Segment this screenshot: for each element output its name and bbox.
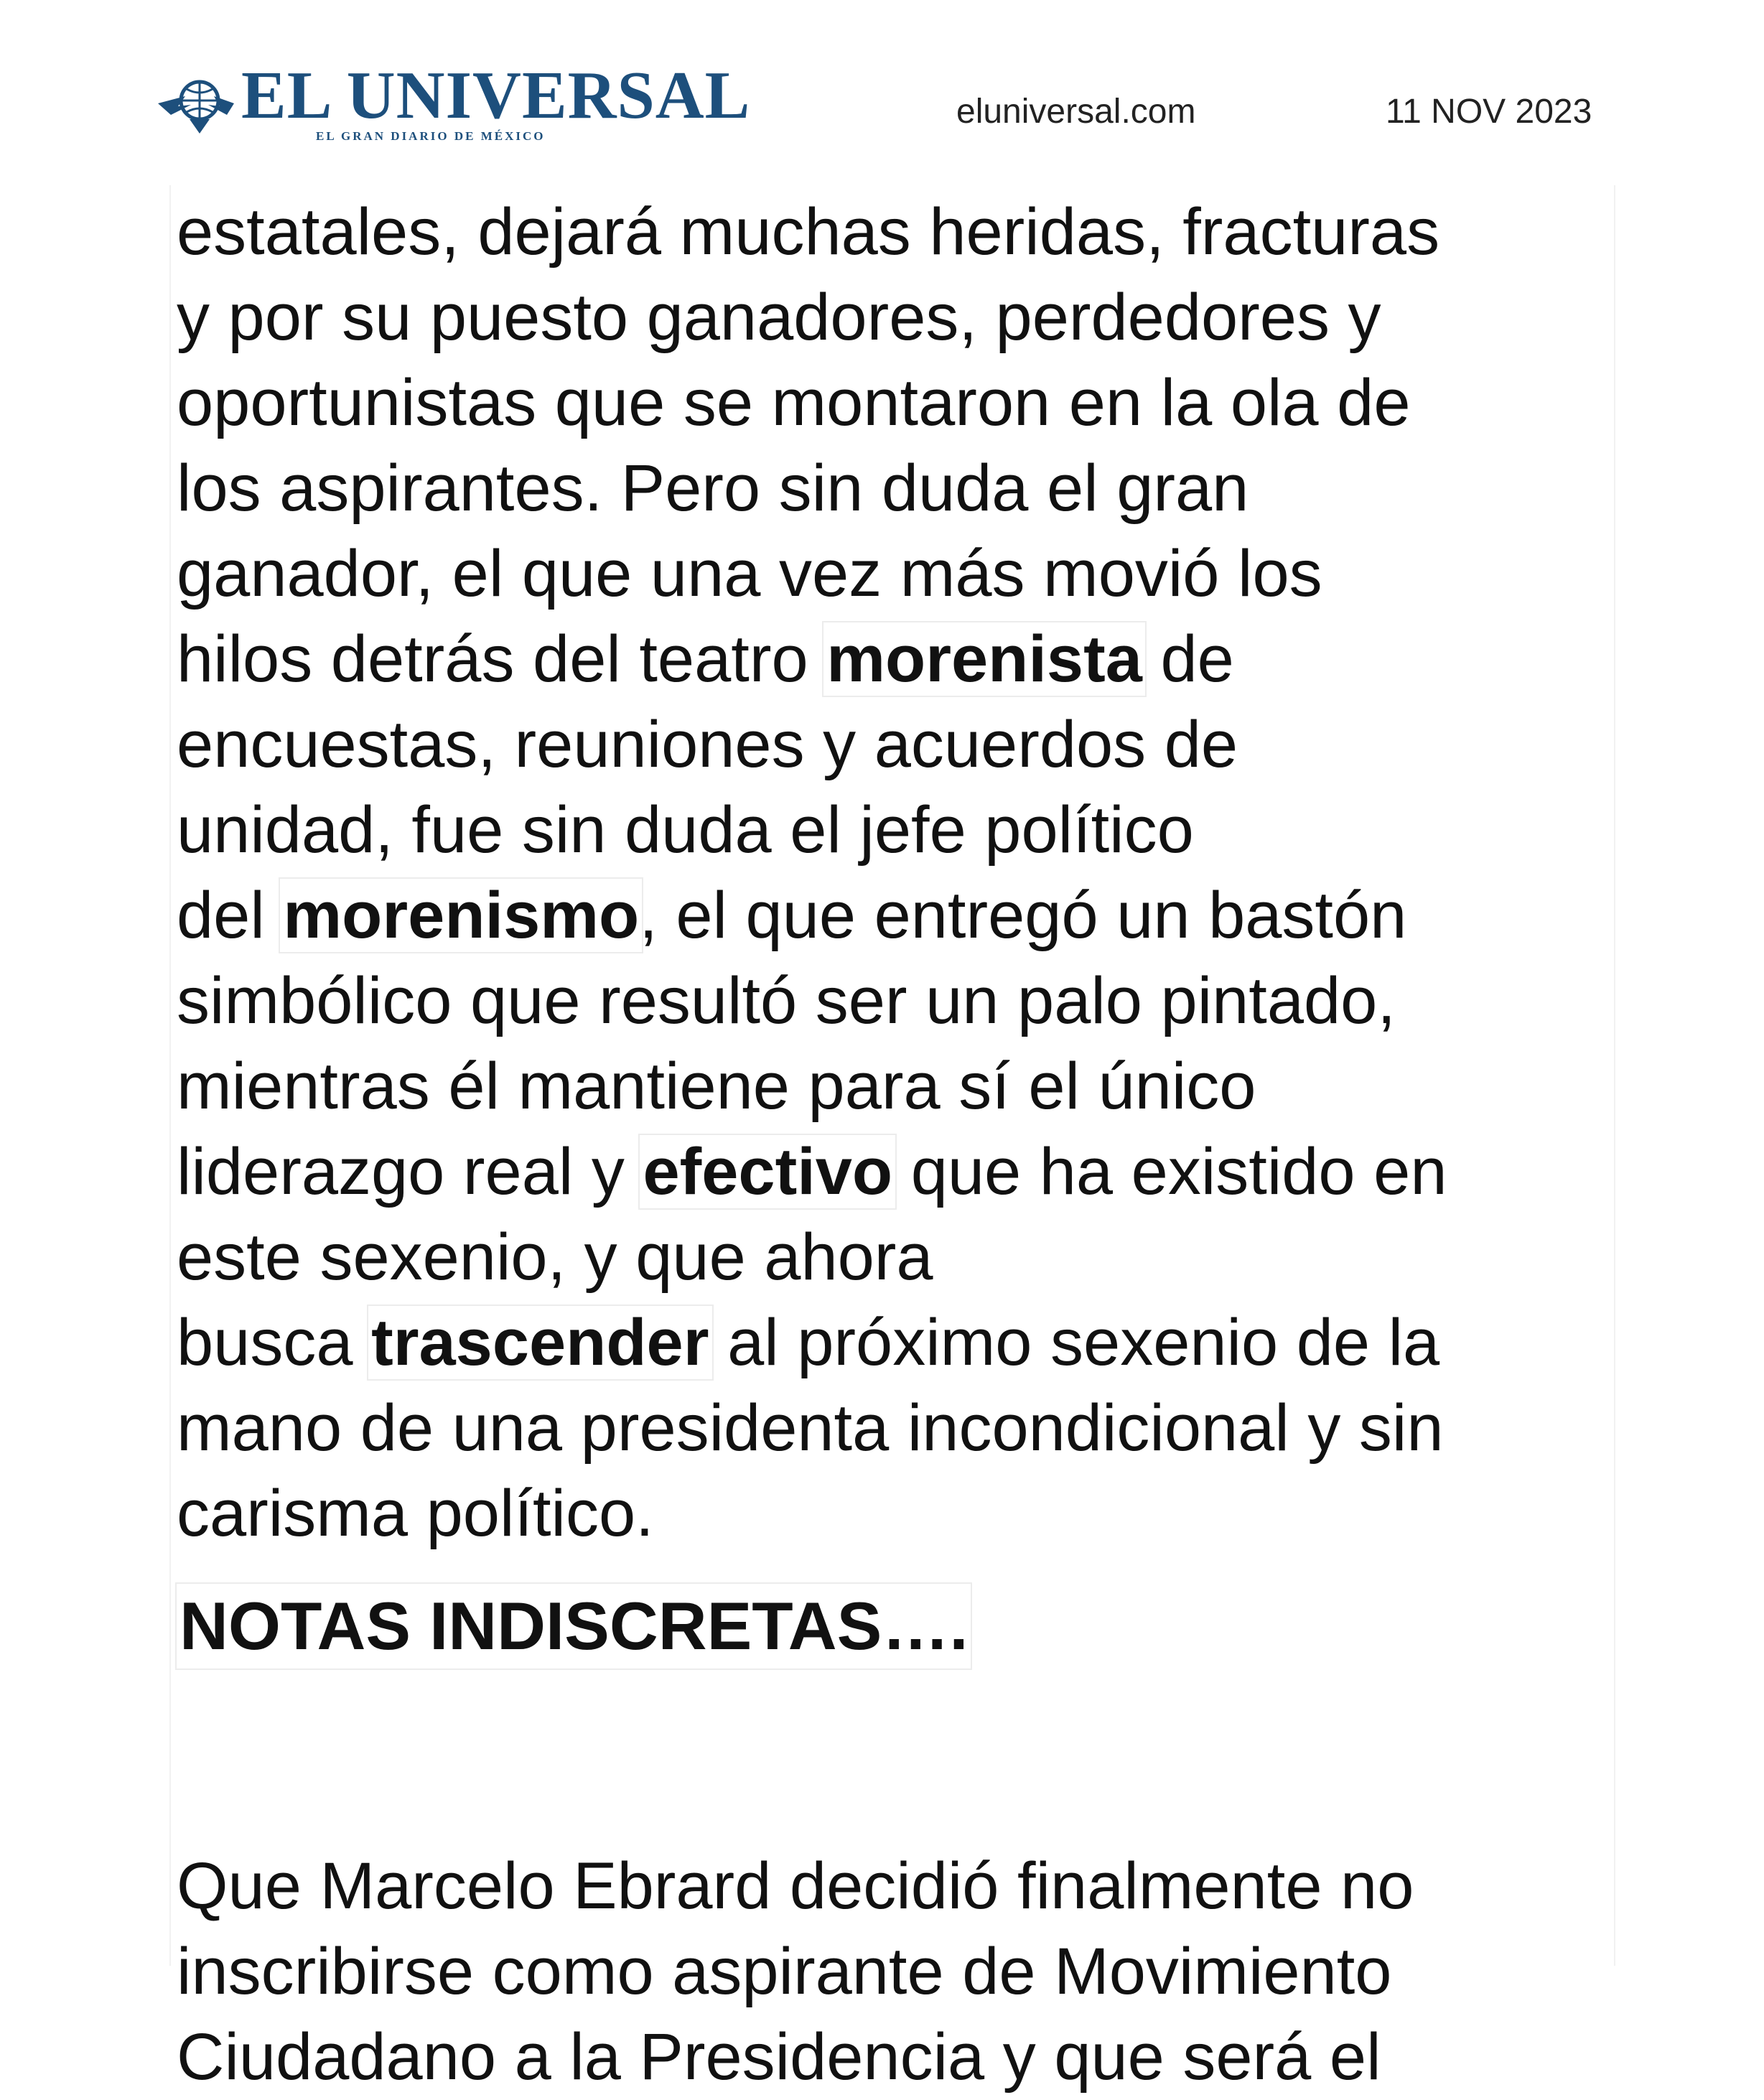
text-line: [177, 873, 1613, 958]
keyword-link-trascender[interactable]: trascender: [367, 1305, 713, 1381]
eagle-globe-emblem-icon: [157, 72, 235, 136]
text-line: estatales, dejará muchas heridas, fracturas: [177, 195, 1440, 269]
text-segment: busca: [177, 1306, 372, 1379]
keyword-link-morenismo[interactable]: morenismo: [279, 877, 643, 953]
text-line: los aspirantes. Pero sin duda el gran: [177, 452, 1249, 525]
text-line: unidad, fue sin duda el jefe político: [177, 793, 1194, 867]
keyword-link-morenista[interactable]: morenista: [822, 621, 1147, 697]
keyword-link-efectivo[interactable]: efectivo: [638, 1134, 897, 1210]
text-line: [177, 1300, 1613, 1386]
text-segment: del: [177, 879, 284, 952]
text-segment: que ha existido en: [892, 1135, 1447, 1208]
text-line: y por su puesto ganadores, perdedores y: [177, 281, 1381, 354]
text-line: este sexenio, y que ahora: [177, 1221, 933, 1294]
text-line: Que Marcelo Ebrard decidió finalmente no: [177, 1849, 1414, 1923]
text-line: oportunistas que se montaron en la ola de: [177, 366, 1411, 439]
el-universal-logo[interactable]: [157, 58, 751, 145]
text-segment: liderazgo real y: [177, 1135, 643, 1208]
article-paragraph: [177, 1844, 1613, 2100]
text-segment: al próximo sexenio de la: [709, 1306, 1440, 1379]
text-segment: hilos detrás del teatro: [177, 622, 827, 696]
logo-title: EL UNIVERSAL: [241, 58, 751, 133]
article-paragraph: [177, 190, 1613, 1557]
site-url[interactable]: eluniversal.com: [956, 93, 1196, 131]
text-line: mano de una presidenta incondicional y sin: [177, 1391, 1444, 1465]
text-line: [177, 1129, 1613, 1215]
text-line: Ciudadano a la Presidencia y que será el: [177, 2020, 1381, 2094]
publication-date: 11 NOV 2023: [1386, 93, 1592, 131]
text-line: mientras él mantiene para sí el único: [177, 1050, 1256, 1123]
page-header: [0, 0, 1764, 165]
text-line: carisma político.: [177, 1477, 654, 1550]
text-line: encuestas, reuniones y acuerdos de: [177, 708, 1238, 781]
section-heading: NOTAS INDISCRETAS….: [175, 1582, 972, 1670]
text-line: [177, 617, 1613, 702]
logo-subtitle: EL GRAN DIARIO DE MÉXICO: [316, 129, 546, 143]
text-segment: de: [1142, 622, 1234, 696]
text-line: ganador, el que una vez más movió los: [177, 537, 1322, 610]
article-column: [169, 185, 1615, 2094]
text-segment: , el que entregó un bastón: [639, 879, 1407, 952]
text-line: inscribirse como aspirante de Movimiento: [177, 1935, 1392, 2008]
text-line: simbólico que resultó ser un palo pintado,: [177, 964, 1396, 1037]
